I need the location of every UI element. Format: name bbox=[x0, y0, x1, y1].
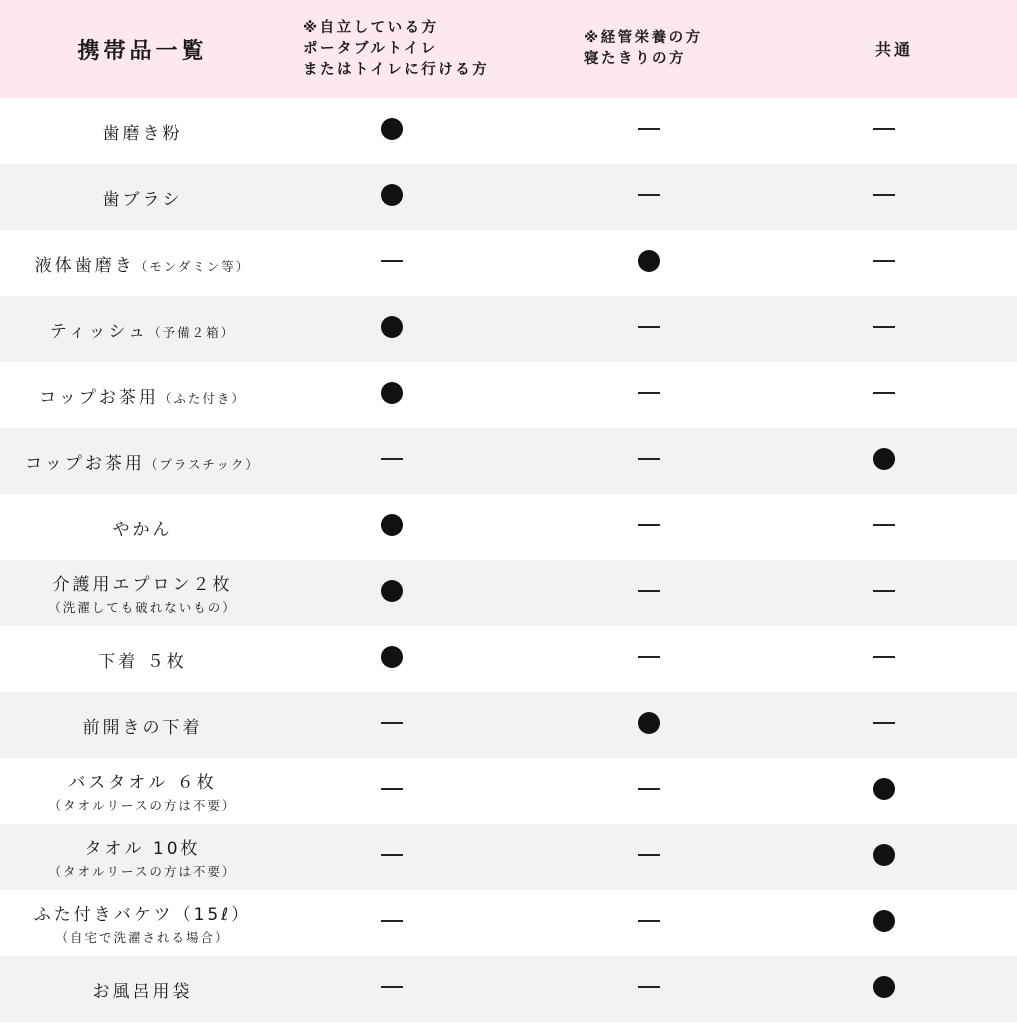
item-name-text: 歯ブラシ bbox=[102, 189, 183, 210]
not-required-dash-icon bbox=[638, 392, 660, 394]
dash-icon bbox=[381, 722, 403, 724]
table-row-item bbox=[0, 824, 285, 890]
dash-icon bbox=[381, 260, 403, 262]
item-note: （プラスチック） bbox=[144, 456, 260, 472]
filled-circle-icon bbox=[873, 448, 895, 470]
mark-cell-common bbox=[771, 296, 1017, 362]
mark-cell-independent bbox=[285, 164, 529, 230]
mark-cell-common bbox=[771, 560, 1017, 626]
not-required-dash-icon bbox=[638, 458, 660, 460]
mark-cell-independent bbox=[285, 824, 529, 890]
not-required-dash-icon bbox=[381, 260, 403, 262]
item-name-text: タオル 10枚 bbox=[84, 839, 201, 859]
mark-cell-common bbox=[771, 956, 1017, 1022]
required-dot-icon bbox=[873, 910, 895, 932]
table-row-item bbox=[0, 428, 285, 494]
mark-cell-tube-feeding bbox=[529, 230, 771, 296]
required-dot-icon bbox=[381, 646, 403, 668]
mark-cell-tube-feeding bbox=[529, 890, 771, 956]
item-name bbox=[50, 317, 235, 342]
item-name-text: 下着 ５枚 bbox=[98, 651, 187, 672]
not-required-dash-icon bbox=[873, 524, 895, 526]
filled-circle-icon bbox=[638, 250, 660, 272]
filled-circle-icon bbox=[873, 910, 895, 932]
mark-cell-common bbox=[771, 890, 1017, 956]
item-name-text: やかん bbox=[112, 519, 173, 540]
dash-icon bbox=[873, 524, 895, 526]
mark-cell-tube-feeding bbox=[529, 428, 771, 494]
filled-circle-icon bbox=[381, 514, 403, 536]
item-name-text: 介護用エプロン２枚 bbox=[52, 575, 233, 595]
not-required-dash-icon bbox=[638, 326, 660, 328]
not-required-dash-icon bbox=[638, 854, 660, 856]
dash-icon bbox=[873, 194, 895, 196]
item-name bbox=[103, 119, 183, 144]
required-dot-icon bbox=[638, 712, 660, 734]
column-header-common-text: 共通 bbox=[874, 39, 913, 59]
item-name-text: 歯磨き粉 bbox=[102, 123, 183, 144]
table-row-item bbox=[0, 626, 285, 692]
dash-icon bbox=[381, 854, 403, 856]
column-header-tube-feeding-line-1: ※経管栄養の方 bbox=[584, 30, 703, 46]
item-name bbox=[98, 647, 186, 672]
filled-circle-icon bbox=[381, 580, 403, 602]
not-required-dash-icon bbox=[381, 854, 403, 856]
column-header-independent-line-3: またはトイレに行ける方 bbox=[303, 61, 490, 78]
column-header-independent-line-2: ポータブルトイレ bbox=[303, 40, 438, 57]
mark-cell-tube-feeding bbox=[529, 98, 771, 164]
dash-icon bbox=[638, 194, 660, 196]
dash-icon bbox=[638, 458, 660, 460]
not-required-dash-icon bbox=[638, 194, 660, 196]
not-required-dash-icon bbox=[873, 194, 895, 196]
filled-circle-icon bbox=[381, 646, 403, 668]
mark-cell-tube-feeding bbox=[529, 164, 771, 230]
item-subnote: （洗濯しても破れないもの） bbox=[48, 600, 237, 615]
item-subnote: （自宅で洗濯される場合） bbox=[55, 930, 230, 945]
item-name bbox=[34, 900, 251, 925]
filled-circle-icon bbox=[873, 778, 895, 800]
mark-cell-tube-feeding bbox=[529, 296, 771, 362]
filled-circle-icon bbox=[381, 382, 403, 404]
not-required-dash-icon bbox=[873, 326, 895, 328]
not-required-dash-icon bbox=[638, 920, 660, 922]
filled-circle-icon bbox=[638, 712, 660, 734]
item-name bbox=[25, 449, 260, 474]
not-required-dash-icon bbox=[873, 128, 895, 130]
dash-icon bbox=[638, 788, 660, 790]
mark-cell-independent bbox=[285, 230, 529, 296]
dash-icon bbox=[873, 656, 895, 658]
item-name-text: 液体歯磨き bbox=[34, 255, 135, 276]
dash-icon bbox=[381, 788, 403, 790]
item-subnote: （タオルリースの方は不要） bbox=[48, 798, 237, 813]
mark-cell-tube-feeding bbox=[529, 758, 771, 824]
dash-icon bbox=[638, 392, 660, 394]
not-required-dash-icon bbox=[873, 260, 895, 262]
not-required-dash-icon bbox=[638, 128, 660, 130]
required-dot-icon bbox=[381, 316, 403, 338]
mark-cell-independent bbox=[285, 758, 529, 824]
item-name-text: コップお茶用 bbox=[39, 387, 159, 408]
mark-cell-common bbox=[771, 98, 1017, 164]
mark-cell-tube-feeding bbox=[529, 626, 771, 692]
not-required-dash-icon bbox=[873, 722, 895, 724]
column-header-independent-line-1: ※自立している方 bbox=[303, 19, 439, 36]
item-name bbox=[35, 251, 251, 276]
item-note: （ふた付き） bbox=[158, 390, 246, 406]
required-dot-icon bbox=[381, 580, 403, 602]
dash-icon bbox=[381, 920, 403, 922]
mark-cell-independent bbox=[285, 890, 529, 956]
dash-icon bbox=[873, 392, 895, 394]
not-required-dash-icon bbox=[381, 920, 403, 922]
column-header-independent bbox=[285, 0, 529, 98]
item-name bbox=[83, 713, 203, 738]
item-name bbox=[53, 570, 233, 595]
required-dot-icon bbox=[873, 448, 895, 470]
mark-cell-independent bbox=[285, 494, 529, 560]
mark-cell-tube-feeding bbox=[529, 362, 771, 428]
filled-circle-icon bbox=[381, 316, 403, 338]
item-name-text: バスタオル ６枚 bbox=[68, 773, 217, 793]
dash-icon bbox=[638, 854, 660, 856]
mark-cell-common bbox=[771, 428, 1017, 494]
mark-cell-independent bbox=[285, 296, 529, 362]
item-name-text: コップお茶用 bbox=[25, 453, 145, 474]
filled-circle-icon bbox=[381, 184, 403, 206]
mark-cell-tube-feeding bbox=[529, 692, 771, 758]
mark-cell-common bbox=[771, 758, 1017, 824]
required-dot-icon bbox=[873, 844, 895, 866]
filled-circle-icon bbox=[381, 118, 403, 140]
item-name-text: ふた付きバケツ（15ℓ） bbox=[33, 905, 252, 925]
dash-icon bbox=[638, 590, 660, 592]
mark-cell-independent bbox=[285, 692, 529, 758]
required-dot-icon bbox=[381, 514, 403, 536]
dash-icon bbox=[638, 128, 660, 130]
mark-cell-tube-feeding bbox=[529, 560, 771, 626]
mark-cell-tube-feeding bbox=[529, 824, 771, 890]
mark-cell-common bbox=[771, 164, 1017, 230]
table-row-item bbox=[0, 230, 285, 296]
mark-cell-common bbox=[771, 626, 1017, 692]
item-name-text: お風呂用袋 bbox=[92, 981, 193, 1002]
mark-cell-common bbox=[771, 362, 1017, 428]
dash-icon bbox=[638, 326, 660, 328]
filled-circle-icon bbox=[873, 844, 895, 866]
not-required-dash-icon bbox=[638, 590, 660, 592]
item-name bbox=[113, 515, 173, 540]
required-dot-icon bbox=[381, 382, 403, 404]
column-header-tube-feeding-line-2: 寝たきりの方 bbox=[584, 51, 686, 67]
dash-icon bbox=[873, 326, 895, 328]
column-header-common bbox=[771, 0, 1017, 98]
table-row-item bbox=[0, 758, 285, 824]
mark-cell-independent bbox=[285, 428, 529, 494]
item-name bbox=[39, 383, 246, 408]
dash-icon bbox=[873, 128, 895, 130]
not-required-dash-icon bbox=[873, 590, 895, 592]
dash-icon bbox=[638, 524, 660, 526]
table-title bbox=[0, 0, 285, 98]
required-dot-icon bbox=[381, 184, 403, 206]
dash-icon bbox=[381, 986, 403, 988]
required-dot-icon bbox=[873, 778, 895, 800]
item-name-text: ティッシュ bbox=[49, 321, 149, 342]
item-note: （予備２箱） bbox=[148, 324, 236, 340]
dash-icon bbox=[873, 260, 895, 262]
mark-cell-common bbox=[771, 692, 1017, 758]
mark-cell-common bbox=[771, 494, 1017, 560]
required-dot-icon bbox=[873, 976, 895, 998]
mark-cell-independent bbox=[285, 626, 529, 692]
item-name bbox=[84, 834, 200, 859]
not-required-dash-icon bbox=[638, 788, 660, 790]
item-name bbox=[93, 977, 193, 1002]
mark-cell-independent bbox=[285, 98, 529, 164]
not-required-dash-icon bbox=[381, 986, 403, 988]
filled-circle-icon bbox=[873, 976, 895, 998]
table-row-item bbox=[0, 164, 285, 230]
table-row-item bbox=[0, 494, 285, 560]
mark-cell-independent bbox=[285, 956, 529, 1022]
table-row-item bbox=[0, 692, 285, 758]
mark-cell-tube-feeding bbox=[529, 494, 771, 560]
column-header-tube-feeding bbox=[529, 0, 771, 98]
mark-cell-independent bbox=[285, 362, 529, 428]
not-required-dash-icon bbox=[638, 986, 660, 988]
mark-cell-independent bbox=[285, 560, 529, 626]
not-required-dash-icon bbox=[873, 392, 895, 394]
not-required-dash-icon bbox=[381, 722, 403, 724]
dash-icon bbox=[638, 656, 660, 658]
table-row-item bbox=[0, 98, 285, 164]
table-row-item bbox=[0, 956, 285, 1022]
mark-cell-common bbox=[771, 230, 1017, 296]
table-row-item bbox=[0, 362, 285, 428]
required-dot-icon bbox=[638, 250, 660, 272]
not-required-dash-icon bbox=[638, 524, 660, 526]
not-required-dash-icon bbox=[381, 458, 403, 460]
not-required-dash-icon bbox=[873, 656, 895, 658]
table-row-item bbox=[0, 560, 285, 626]
mark-cell-common bbox=[771, 824, 1017, 890]
dash-icon bbox=[873, 590, 895, 592]
item-note: （モンダミン等） bbox=[134, 258, 251, 274]
required-dot-icon bbox=[381, 118, 403, 140]
item-subnote: （タオルリースの方は不要） bbox=[48, 864, 237, 879]
dash-icon bbox=[638, 920, 660, 922]
mark-cell-tube-feeding bbox=[529, 956, 771, 1022]
table-title-text: 携帯品一覧 bbox=[77, 38, 208, 64]
item-name bbox=[103, 185, 183, 210]
table-row-item bbox=[0, 890, 285, 956]
not-required-dash-icon bbox=[381, 788, 403, 790]
dash-icon bbox=[638, 986, 660, 988]
dash-icon bbox=[381, 458, 403, 460]
item-name bbox=[68, 768, 216, 793]
dash-icon bbox=[873, 722, 895, 724]
item-name-text: 前開きの下着 bbox=[82, 717, 203, 738]
not-required-dash-icon bbox=[638, 656, 660, 658]
table-row-item bbox=[0, 296, 285, 362]
